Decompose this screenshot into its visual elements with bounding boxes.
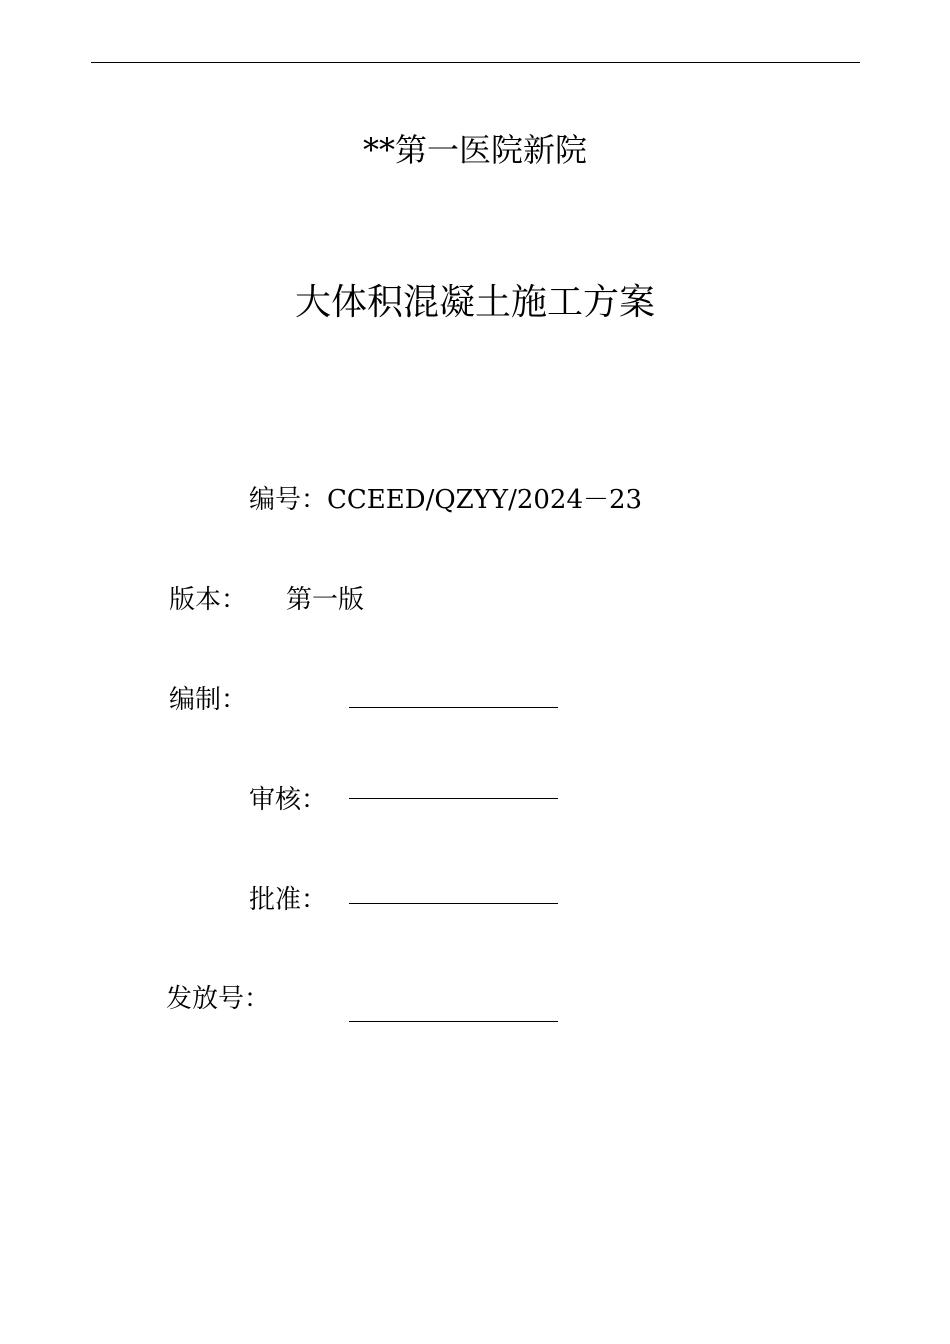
- review-signature-line: [349, 798, 558, 799]
- code-value: CCEED/QZYY/2024－23: [327, 485, 643, 515]
- document-title: 大体积混凝土施工方案: [294, 282, 655, 323]
- hospital-name: **第一医院新院: [362, 131, 587, 169]
- code-label: 编号：: [249, 485, 328, 515]
- compile-label: 编制：: [169, 685, 248, 715]
- issue-label: 发放号：: [166, 984, 271, 1014]
- review-label: 审核：: [249, 785, 328, 815]
- compile-signature-line: [349, 707, 558, 708]
- approve-signature-line: [349, 903, 558, 904]
- version-label: 版本：: [169, 585, 248, 615]
- code-row: [249, 483, 642, 517]
- header-rule: [91, 62, 860, 63]
- approve-label: 批准：: [249, 885, 328, 915]
- version-value: 第一版: [286, 585, 365, 615]
- issue-number-line: [349, 1021, 558, 1022]
